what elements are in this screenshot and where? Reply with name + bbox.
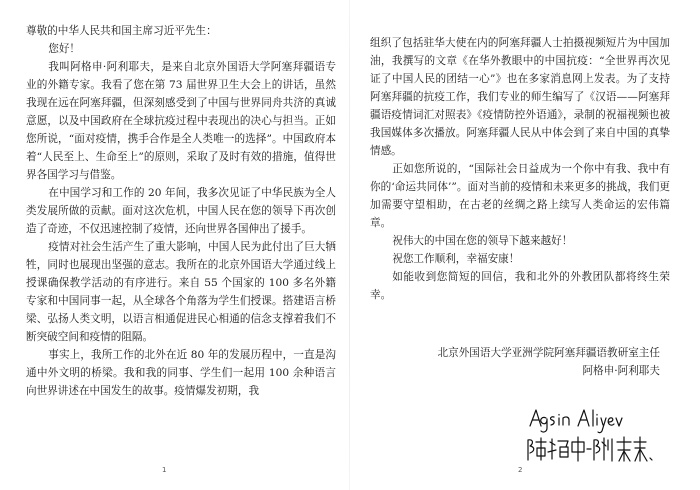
page-number: 2: [518, 466, 523, 474]
sender-name: 阿格申·阿利耶夫: [582, 365, 660, 377]
sender-organization: 北京外国语大学亚洲学院阿塞拜疆语教研室主任: [437, 347, 660, 359]
greeting: 您好！: [48, 43, 81, 55]
salutation: 尊敬的中华人民共和国主席习近平先生：: [26, 25, 217, 37]
paragraph: 祝您工作顺利，幸福安康！: [392, 253, 520, 265]
paragraph: 祝伟大的中国在您的领导下越来越好！: [392, 235, 573, 247]
paragraph: 疫情对社会生活产生了重大影响，中国人民为此付出了巨大牺牲，同时也展现出坚强的意志。我所在的北京外国语大学通过线上授课确保教学活动的有序进行。来自 55 个国家的 100 多名外籍专家和中国同事一起，从全球各个角落为学生们授课。搭建语言桥梁、弘扬人类文明，以语言相通促进民心相通的信念支撑着我们不断突破空间和疫情的阻隔。: [26, 241, 336, 343]
paragraph: 组织了包括驻华大使在内的阿塞拜疆人士拍摄视频短片为中国加油，我撰写的文章《在华外教眼中的中国抗疫：“全世界再次见证了中国人民的团结一心”》也在多家消息网上发表。为了支持阿塞拜疆的抗疫工作，我们专业的师生编写了《汉语——阿塞拜疆语疫情词汇对照表》《疫情防控外语通》，录制的祝福视频也被我国媒体多次播放。阿塞拜疆人民从中体会到了来自中国的真挚情感。: [370, 37, 670, 157]
paragraph: 事实上，我所工作的北外在近 80 年的发展历程中，一直是沟通中外文明的桥梁。我和我的同事、学生们一起用 100 余种语言向世界讲述在中国发生的故事。疫情爆发初期，我: [26, 349, 336, 397]
page-number: 1: [162, 466, 167, 474]
paragraph: 正如您所说的，“国际社会日益成为一个你中有我、我中有你的‘命运共同体’”。面对当前的疫情和未来更多的挑战，我们更加需要守望相助，在古老的丝绸之路上续写人类命运的宏伟篇章。: [370, 163, 670, 229]
paragraph: 在中国学习和工作的 20 年间，我多次见证了中华民族为全人类发展所做的贡献。面对这次危机，中国人民在您的领导下再次创造了奇迹，不仅迅速控制了疫情，还向世界各国伸出了援手。: [26, 187, 336, 235]
paragraph: 我叫阿格申·阿利耶夫，是来自北京外国语大学阿塞拜疆语专业的外籍专家。我看了您在第 73 届世界卫生大会上的讲话，虽然我现在远在阿塞拜疆，但深刻感受到了中国与世界同舟共济的真诚意愿，以及中国政府在全球抗疫过程中表现出的决心与担当。正如您所说，“面对疫情，携手合作是全人类唯一的选择”。中国政府本着“人民至上、生命至上”的原则，采取了及时有效的措施，值得世界各国学习与借鉴。: [26, 61, 336, 181]
signature-block: [370, 344, 670, 380]
paragraph: 如能收到您简短的回信，我和北外的外教团队都将终生荣幸。: [370, 271, 670, 301]
handwritten-signature: [524, 404, 664, 466]
